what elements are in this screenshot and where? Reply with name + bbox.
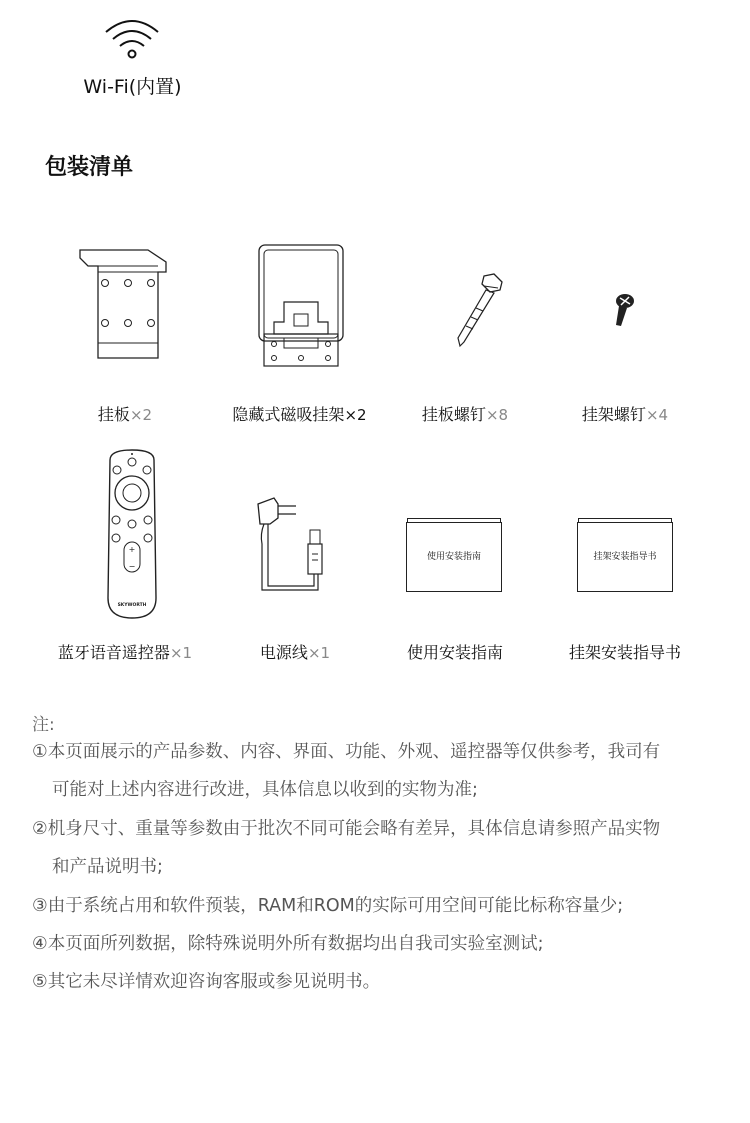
- remote-brand: SKYWORTH: [117, 603, 147, 608]
- item-name: 挂板螺钉: [421, 405, 486, 424]
- note-line: ③由于系统占用和软件预装，RAM和ROM的实际可用空间可能比标称容量少;: [32, 896, 624, 916]
- item-caption: [560, 402, 690, 425]
- item-qty: ×1: [307, 644, 331, 662]
- note-line: ④本页面所列数据，除特殊说明外所有数据均出自我司实验室测试;: [32, 934, 544, 954]
- svg-text:+: +: [128, 545, 136, 554]
- note-line: 可能对上述内容进行改进，具体信息以收到的实物为准;: [52, 780, 478, 800]
- item-caption: [550, 640, 700, 663]
- item-qty: ×1: [169, 644, 193, 662]
- booklet-cover-text: 使用安装指南: [426, 552, 481, 562]
- item-caption: [230, 640, 360, 663]
- note-line: ①本页面展示的产品参数、内容、界面、功能、外观、遥控器等仅供参考，我司有: [32, 742, 661, 762]
- bracket-guide-booklet: [577, 522, 673, 592]
- wifi-label: Wi-Fi(内置): [83, 76, 182, 98]
- item-caption: [400, 402, 530, 425]
- item-name: 隐藏式磁吸挂架: [232, 405, 345, 424]
- notes-label: 注:: [32, 715, 55, 735]
- item-qty: ×2: [344, 406, 367, 424]
- item-qty: ×8: [485, 406, 509, 424]
- item-qty: ×4: [645, 406, 669, 424]
- bracket-screw-icon: [608, 292, 638, 332]
- note-line: ⑤其它未尽详情欢迎咨询客服或参见说明书。: [32, 972, 381, 992]
- note-line: 和产品说明书;: [52, 857, 163, 877]
- item-name: 电源线: [259, 643, 308, 662]
- user-guide-booklet: [406, 522, 502, 592]
- svg-text:−: −: [128, 562, 136, 571]
- booklet-cover-text: 挂架安装指导书: [593, 552, 657, 562]
- packing-list-title: 包装清单: [45, 155, 134, 180]
- remote-control-icon: [102, 448, 162, 620]
- wifi-icon: [103, 18, 161, 62]
- item-name: 使用安装指南: [406, 643, 503, 662]
- item-name: 挂板: [97, 405, 130, 424]
- note-line: ②机身尺寸、重量等参数由于批次不同可能会略有差异，具体信息请参照产品实物: [32, 819, 661, 839]
- item-name: 挂架螺钉: [581, 405, 646, 424]
- item-caption: [35, 640, 215, 663]
- item-name: 蓝牙语音遥控器: [57, 643, 170, 662]
- wall-plate-screw-icon: [450, 272, 510, 350]
- wall-plate-icon: [78, 248, 170, 360]
- power-cord-icon: [248, 494, 338, 598]
- magnetic-bracket-icon: [256, 242, 346, 370]
- item-name: 挂架安装指导书: [568, 643, 681, 662]
- item-caption: [60, 402, 190, 425]
- item-qty: ×2: [129, 406, 153, 424]
- item-caption: [212, 402, 387, 425]
- item-caption: [390, 640, 520, 663]
